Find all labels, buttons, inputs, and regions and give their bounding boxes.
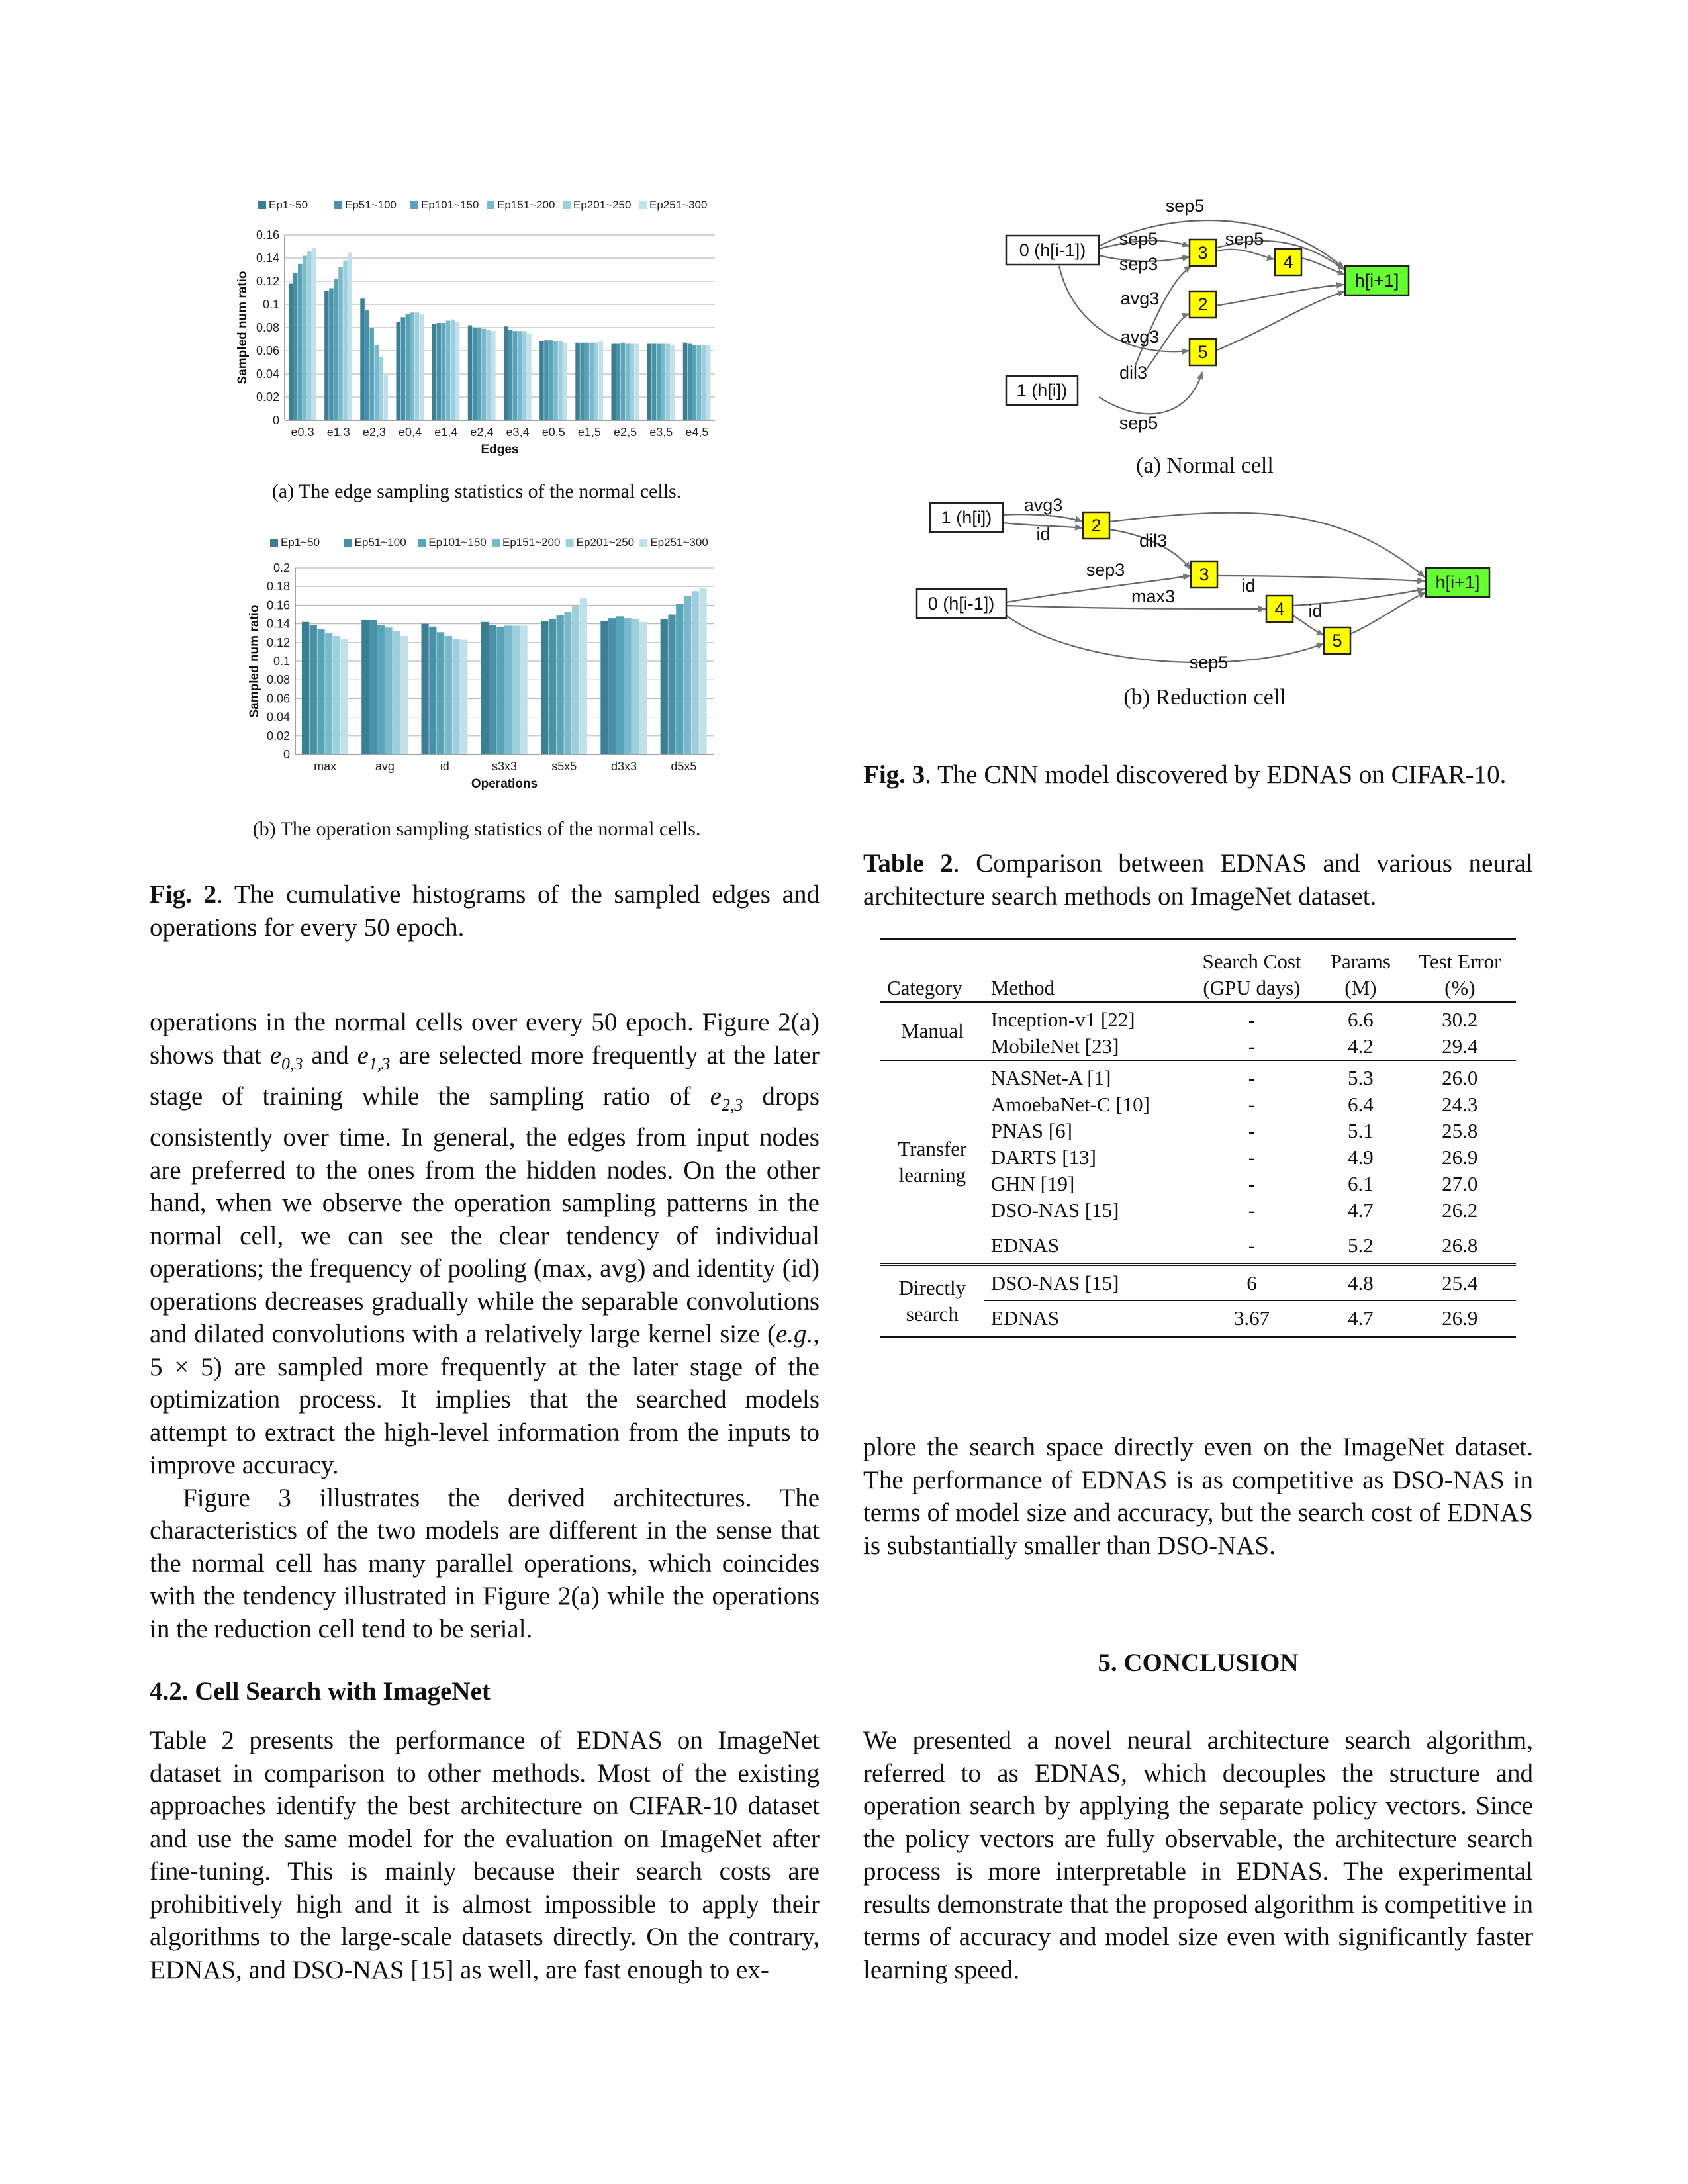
table-row: AmoebaNet-C [10] - 6.4 24.3 xyxy=(990,1093,1478,1116)
e03-symbol: $e_{0,3}$ xyxy=(269,1040,303,1073)
bar xyxy=(393,631,400,754)
bar xyxy=(518,331,522,420)
table-row: EDNAS - 5.2 26.8 xyxy=(880,1228,1516,1265)
bar xyxy=(688,344,692,421)
bar xyxy=(594,343,598,420)
bar xyxy=(369,620,377,754)
bar xyxy=(699,588,706,754)
bar xyxy=(293,273,298,420)
svg-text:4: 4 xyxy=(1283,252,1293,272)
bar xyxy=(384,373,389,420)
x-tick-label: e1,5 xyxy=(577,426,601,439)
legend-label: Ep51~100 xyxy=(354,536,406,549)
edge-n3-n4-sep5 xyxy=(1215,250,1274,259)
legend-label: Ep101~150 xyxy=(428,536,487,549)
bar xyxy=(657,344,661,421)
table2 xyxy=(880,938,1516,1338)
bar xyxy=(406,314,410,420)
bar xyxy=(697,345,702,420)
fig2-caption-text: . The cumulative histograms of the sampled edges and operations for every 50 epoch. xyxy=(150,880,820,942)
paragraph-sampling-analysis: operations in the normal cells over every 50 epoch. Figure 2(a) shows that $e_{0,3}$ and $e_{1,3}$ are selected more frequently at the later stage of training while the sampling ratio of $e_{2,3}$ drops consistently over time. In general, the edges from input nodes are preferred to the ones from the hidden nodes. On the other hand, when we observe the operation sampling patterns in the normal cell, we can see the clear tendency of individual operations; the frequency of pooling (max, avg) and identity (id) operations decreases gradually while the separable convolutions and dilated convolutions with a relatively large kernel size (e.g., 5 × 5) are sampled more frequently at the later stage of the optimization process. It implies that the searched models attempt to extract the high-level information from the inputs to improve accuracy. xyxy=(150,1008,820,1480)
legend-swatch xyxy=(258,201,266,209)
x-tick-label: e4,5 xyxy=(685,426,709,439)
bar xyxy=(379,357,383,420)
fig2-caption xyxy=(150,878,820,944)
x-tick-label: e3,5 xyxy=(649,426,673,439)
fig2b-caption: (b) The operation sampling statistics of the normal cells. xyxy=(252,818,701,840)
bar xyxy=(360,298,365,420)
bar xyxy=(585,343,589,420)
bar xyxy=(692,591,699,754)
bar xyxy=(572,606,579,754)
legend-swatch xyxy=(487,201,494,209)
bar xyxy=(706,345,711,420)
x-tick-label: max xyxy=(314,760,337,773)
fig3b-caption: (b) Reduction cell xyxy=(1123,685,1286,709)
group-direct: Directly search xyxy=(898,1275,966,1326)
bar xyxy=(626,344,630,421)
bar xyxy=(508,330,513,421)
y-tick-label: 0 xyxy=(272,414,279,427)
bar xyxy=(632,619,639,754)
bar xyxy=(520,625,527,754)
table2-label: Table 2 xyxy=(863,849,953,878)
bar xyxy=(522,331,527,420)
node-in0-label: 0 (h[i-1]) xyxy=(1019,240,1086,260)
bar xyxy=(446,321,451,421)
bar xyxy=(684,596,691,754)
bar xyxy=(343,261,348,421)
paragraph-conclusion: We presented a novel neural architecture search algorithm, referred to as EDNAS, which decouples the structure and operation search by applying the separate policy vectors. Since the policy vectors are fully observable, the architecture search process is more interpretable in EDNAS. The experimental results demonstrate that the proposed algorithm is competitive in terms of accuracy and model size even with significantly faster learning speed. xyxy=(863,1726,1533,1984)
bar xyxy=(635,344,639,421)
svg-text:id: id xyxy=(1036,524,1051,544)
svg-text:max3: max3 xyxy=(1131,586,1176,606)
y-tick-label: 0.1 xyxy=(262,298,279,311)
bar xyxy=(513,331,518,420)
bar xyxy=(422,624,429,754)
table-row: PNAS [6] - 5.1 25.8 xyxy=(990,1119,1478,1142)
svg-text:2: 2 xyxy=(1091,516,1102,535)
bar xyxy=(647,344,652,421)
fig2a-caption: (a) The edge sampling statistics of the normal cells. xyxy=(271,480,682,502)
bar xyxy=(442,323,446,420)
bar xyxy=(666,344,671,421)
bar xyxy=(671,345,675,420)
y-tick-label: 0.08 xyxy=(256,321,279,334)
bar xyxy=(310,625,317,754)
legend-swatch xyxy=(344,539,352,547)
paragraph-imagenet: Table 2 presents the performance of EDNAS on ImageNet dataset in comparison to other methods. Most of the existing approaches identify the best architecture on CIFAR-10 dataset and use the same model for the evaluation on ImageNet after fine-tuning. This is mainly because their search costs are prohibitively high and it is almost impossible to apply their algorithms to the large-scale datasets directly. On the contrary, EDNAS, and DSO-NAS [15] as well, are fast enough to ex- xyxy=(150,1726,820,1984)
edge-n5-out xyxy=(1215,291,1345,351)
bar xyxy=(460,640,467,754)
bar xyxy=(487,330,491,421)
x-tick-label: e3,4 xyxy=(506,426,530,439)
table-row: Directly search DSO-NAS [15] 6 4.8 25.4 xyxy=(880,1265,1516,1301)
bar xyxy=(600,621,608,754)
bar xyxy=(481,622,489,754)
y-tick-label: 0.02 xyxy=(256,390,279,404)
bar xyxy=(621,343,626,420)
fig3-caption-text: . The CNN model discovered by EDNAS on CIFAR-10. xyxy=(925,760,1507,789)
y-tick-label: 0.1 xyxy=(273,655,290,668)
x-tick-label: e2,5 xyxy=(614,426,637,439)
header-category: Category xyxy=(887,976,962,999)
normal-cell-diagram xyxy=(993,192,1417,443)
bar xyxy=(624,618,632,754)
y-tick-label: 0.06 xyxy=(256,344,279,357)
bar xyxy=(477,328,482,420)
bar xyxy=(333,636,340,754)
node-in1-label: 1 (h[i]) xyxy=(1016,381,1068,400)
bar xyxy=(298,264,303,420)
bar xyxy=(302,622,309,754)
y-axis-title: Sampled num ratio xyxy=(248,604,261,718)
bar xyxy=(702,345,706,420)
bar xyxy=(563,343,567,420)
bar xyxy=(639,622,647,754)
legend-swatch xyxy=(566,539,574,547)
y-tick-label: 0.16 xyxy=(266,598,290,612)
legend-swatch xyxy=(334,201,342,209)
paragraph-architectures: Figure 3 illustrates the derived architectures. The characteristics of the two models are different in the sense that the normal cell has many parallel operations, which coincides with the tendency illustrated in Figure 2(a) while the operations in the reduction cell tend to be serial. xyxy=(150,1483,820,1643)
edge-in1-n3-avg3 xyxy=(1135,266,1192,365)
legend-swatch xyxy=(639,201,647,209)
bar xyxy=(317,629,324,754)
y-tick-label: 0.04 xyxy=(266,710,290,724)
bar xyxy=(451,320,455,420)
svg-text:3: 3 xyxy=(1199,565,1209,584)
edge-sampling-chart xyxy=(232,192,722,470)
table-header-row xyxy=(880,940,1516,1003)
bar xyxy=(661,344,666,421)
left-column-text xyxy=(150,1006,820,1645)
x-tick-label: e2,3 xyxy=(362,426,386,439)
table-row: GHN [19] - 6.1 27.0 xyxy=(990,1172,1478,1195)
group-manual: Manual xyxy=(901,1019,964,1042)
edge-n2-out xyxy=(1215,285,1344,306)
bar xyxy=(324,291,329,420)
bar xyxy=(575,343,580,420)
bar xyxy=(289,284,293,421)
bar xyxy=(489,625,496,754)
bar xyxy=(616,616,624,754)
svg-text:sep5: sep5 xyxy=(1189,653,1229,672)
bar xyxy=(437,632,444,754)
bar xyxy=(415,312,420,420)
x-tick-label: e2,4 xyxy=(470,426,494,439)
svg-text:avg3: avg3 xyxy=(1120,327,1160,347)
header-test-error: Test Error (%) xyxy=(1419,950,1501,999)
legend-label: Ep251~300 xyxy=(649,199,708,211)
x-tick-label: avg xyxy=(375,760,395,773)
section-5-heading: 5. CONCLUSION xyxy=(1098,1649,1299,1677)
legend-label: Ep201~250 xyxy=(573,199,632,211)
legend-label: Ep51~100 xyxy=(345,199,397,211)
x-tick-label: s5x5 xyxy=(551,760,577,773)
legend-swatch xyxy=(563,201,571,209)
bar xyxy=(611,344,616,421)
fig2-caption-label: Fig. 2 xyxy=(150,880,217,909)
edge-in1-n2-avg3 xyxy=(1003,514,1082,522)
node-in0-label: 0 (h[i-1]) xyxy=(927,594,995,614)
legend-label: Ep101~150 xyxy=(421,199,479,211)
bar xyxy=(544,340,549,420)
svg-text:id: id xyxy=(1241,576,1256,596)
e13-symbol: $e_{1,3}$ xyxy=(357,1040,391,1073)
bar xyxy=(491,331,496,420)
section-4-2-heading: 4.2. Cell Search with ImageNet xyxy=(150,1677,491,1706)
bar xyxy=(420,314,424,420)
legend-swatch xyxy=(492,539,500,547)
bar xyxy=(496,627,504,754)
legend-label: Ep1~50 xyxy=(281,536,320,549)
node-in1-label: 1 (h[i]) xyxy=(941,508,992,527)
table-row: DSO-NAS [15] - 4.7 26.2 xyxy=(990,1199,1478,1222)
header-method: Method xyxy=(990,976,1055,999)
bar xyxy=(396,322,400,420)
bar xyxy=(473,328,477,420)
bar xyxy=(325,633,332,754)
svg-text:5: 5 xyxy=(1332,631,1342,651)
legend-label: Ep151~200 xyxy=(497,199,555,211)
table-row: DARTS [13] - 4.9 26.9 xyxy=(990,1146,1478,1169)
header-search-cost: Search Cost (GPU days) xyxy=(1202,950,1301,999)
svg-text:sep3: sep3 xyxy=(1119,254,1158,274)
table-row: EDNAS 3.67 4.7 26.9 xyxy=(880,1301,1516,1337)
bar xyxy=(361,620,369,754)
bar xyxy=(630,344,635,421)
bar xyxy=(504,326,508,420)
legend-label: Ep251~300 xyxy=(650,536,708,549)
bar xyxy=(338,267,343,420)
y-tick-label: 0.14 xyxy=(256,251,279,265)
bar xyxy=(374,345,379,420)
bar xyxy=(452,639,459,754)
bar xyxy=(692,345,697,420)
bar xyxy=(652,344,657,421)
svg-text:sep5: sep5 xyxy=(1165,196,1205,216)
reduction-cell-diagram xyxy=(914,490,1509,682)
x-tick-label: s3x3 xyxy=(491,760,518,773)
paragraph-imagenet-continued: plore the search space directly even on the ImageNet dataset. The performance of EDNAS is as competitive as DSO-NAS in terms of model size and accuracy, but the search cost of EDNAS is substantially smaller than DSO-NAS. xyxy=(863,1433,1533,1560)
legend-label: Ep1~50 xyxy=(269,199,308,211)
x-tick-label: e0,5 xyxy=(541,426,565,439)
bar xyxy=(553,341,558,420)
table2-caption xyxy=(863,847,1533,913)
x-axis-title: Operations xyxy=(471,777,538,791)
fig3-caption xyxy=(863,758,1540,792)
bar xyxy=(482,329,487,420)
legend-swatch xyxy=(418,539,426,547)
bar xyxy=(429,627,436,754)
bar xyxy=(661,619,668,754)
bar xyxy=(410,312,415,420)
operation-sampling-chart xyxy=(244,529,720,807)
group-transfer: Transfer learning xyxy=(898,1136,967,1187)
bar xyxy=(445,636,452,754)
svg-text:avg3: avg3 xyxy=(1023,495,1063,515)
bar xyxy=(599,341,604,420)
bar xyxy=(468,326,473,421)
bar xyxy=(400,636,408,754)
svg-text:dil3: dil3 xyxy=(1119,363,1148,383)
table2-caption-text: . Comparison between EDNAS and various neural architecture search methods on ImageNet dataset. xyxy=(863,849,1533,911)
bar xyxy=(527,334,532,420)
svg-text:dil3: dil3 xyxy=(1139,531,1168,551)
fig3-caption-label: Fig. 3 xyxy=(863,760,925,789)
bar xyxy=(549,340,553,420)
x-tick-label: e0,4 xyxy=(399,426,422,439)
bar xyxy=(385,627,392,754)
y-tick-label: 0.02 xyxy=(266,729,290,743)
edge-in1-n5-sep5 xyxy=(1099,372,1202,414)
bar xyxy=(580,598,587,754)
x-axis-title: Edges xyxy=(481,443,519,457)
bar xyxy=(341,639,348,754)
bar xyxy=(616,344,621,421)
y-tick-label: 0.08 xyxy=(266,673,290,687)
node-out-label: h[i+1] xyxy=(1354,271,1399,291)
y-tick-label: 0.18 xyxy=(266,580,290,594)
svg-text:sep5: sep5 xyxy=(1119,413,1158,433)
table-row: MobileNet [23] - 4.2 29.4 xyxy=(990,1034,1478,1058)
y-tick-label: 0.2 xyxy=(273,561,290,574)
bar xyxy=(558,341,563,420)
x-tick-label: e0,3 xyxy=(291,426,314,439)
bar xyxy=(437,323,442,420)
bar xyxy=(334,279,338,421)
bar xyxy=(539,341,544,420)
legend-swatch xyxy=(639,539,647,547)
svg-text:2: 2 xyxy=(1197,295,1208,314)
x-tick-label: id xyxy=(440,760,449,773)
svg-text:id: id xyxy=(1308,601,1323,621)
bar xyxy=(580,343,585,420)
bar xyxy=(676,604,683,754)
bar xyxy=(589,343,594,420)
fig3a-caption: (a) Normal cell xyxy=(1136,453,1274,478)
bar xyxy=(557,615,564,754)
bar xyxy=(377,625,385,754)
x-tick-label: e1,4 xyxy=(434,426,458,439)
table-row: Transfer learning NASNet-A [1] - 5.3 26.0 xyxy=(880,1060,1516,1091)
e23-symbol: $e_{2,3}$ xyxy=(710,1081,743,1115)
y-tick-label: 0.12 xyxy=(266,635,290,649)
svg-text:4: 4 xyxy=(1274,599,1285,619)
bar xyxy=(512,625,520,754)
bar xyxy=(401,317,406,420)
bar xyxy=(564,612,571,754)
y-tick-label: 0.16 xyxy=(256,228,279,242)
svg-text:sep5: sep5 xyxy=(1119,229,1158,249)
svg-text:avg3: avg3 xyxy=(1120,289,1160,308)
bar xyxy=(307,251,312,421)
svg-text:5: 5 xyxy=(1197,342,1208,362)
node-out-label: h[i+1] xyxy=(1435,572,1480,592)
svg-text:sep3: sep3 xyxy=(1086,560,1125,580)
bar xyxy=(541,621,548,754)
y-axis-title: Sampled num ratio xyxy=(236,271,250,385)
bar xyxy=(369,328,374,420)
bar xyxy=(365,310,369,420)
table-row: Manual Inception-v1 [22] - 6.6 30.2 xyxy=(880,1002,1516,1033)
bar xyxy=(668,615,675,755)
bar xyxy=(683,343,688,420)
bar xyxy=(329,289,334,421)
header-params: Params (M) xyxy=(1330,950,1391,999)
svg-text:sep5: sep5 xyxy=(1225,229,1264,249)
y-tick-label: 0.12 xyxy=(256,275,279,288)
svg-text:3: 3 xyxy=(1197,243,1208,263)
y-tick-label: 0.14 xyxy=(266,617,290,631)
x-tick-label: e1,3 xyxy=(326,426,350,439)
bar xyxy=(455,322,460,420)
y-tick-label: 0.06 xyxy=(266,692,290,705)
bar xyxy=(348,252,352,420)
legend-swatch xyxy=(410,201,418,209)
y-tick-label: 0.04 xyxy=(256,367,279,381)
bar xyxy=(432,324,437,420)
bar xyxy=(549,619,556,754)
legend-label: Ep201~250 xyxy=(576,536,635,549)
bar xyxy=(312,248,316,420)
bar xyxy=(504,625,512,754)
legend-label: Ep151~200 xyxy=(502,536,561,549)
x-tick-label: d3x3 xyxy=(611,760,637,773)
bar xyxy=(303,256,307,421)
y-tick-label: 0 xyxy=(283,748,290,761)
edge-n4-out xyxy=(1301,258,1345,275)
x-tick-label: d5x5 xyxy=(671,760,697,773)
bar xyxy=(608,618,616,754)
legend-swatch xyxy=(270,539,278,547)
